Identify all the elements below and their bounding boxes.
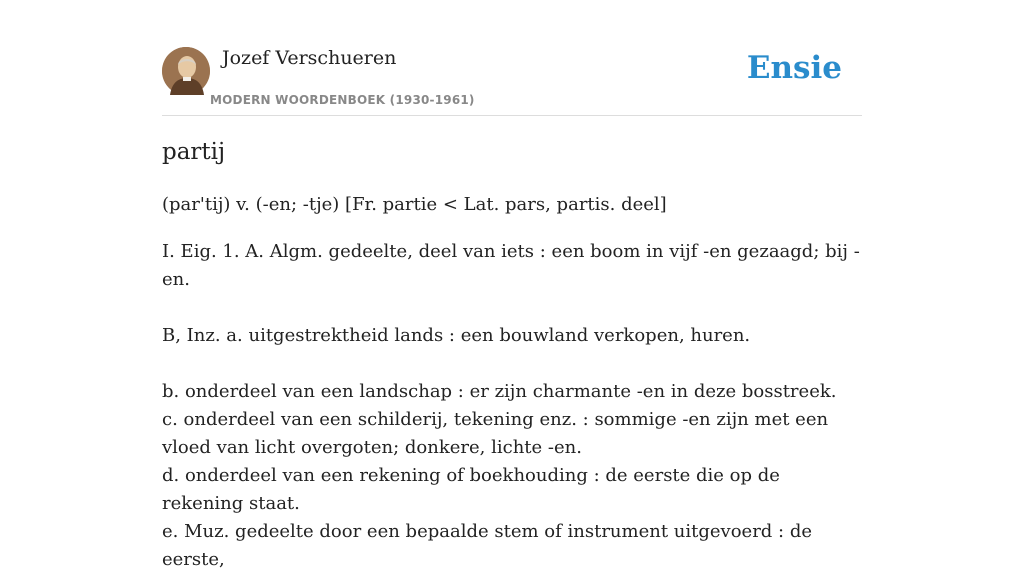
definition-line: d. onderdeel van een rekening of boekhouding : de eerste die op de rekening staat. xyxy=(162,465,780,514)
definition-line: b. onderdeel van een landschap : er zijn charmante -en in deze bosstreek. xyxy=(162,381,837,402)
paragraph-gap xyxy=(162,294,862,322)
dictionary-name[interactable]: MODERN WOORDENBOEK (1930-1961) xyxy=(210,93,475,107)
definition-line: B, Inz. a. uitgestrektheid lands : een bouwland verkopen, huren. xyxy=(162,325,751,346)
entry-header xyxy=(162,46,862,116)
paragraph-gap xyxy=(162,350,862,378)
site-logo[interactable]: Ensie xyxy=(746,50,842,86)
definition-line: I. Eig. 1. A. Algm. gedeelte, deel van iets : een boom in vijf -en gezaagd; bij -en. xyxy=(162,241,860,290)
definition-line: c. onderdeel van een schilderij, tekening enz. : sommige -en zijn met een vloed van licht overgoten; donkere, lichte -en. xyxy=(162,409,829,458)
author-avatar[interactable] xyxy=(162,47,210,95)
author-portrait-icon xyxy=(162,47,210,95)
etymology-line: (par'tij) v. (-en; -tje) [Fr. partie < Lat. pars, partis. deel] xyxy=(162,194,667,215)
definition-body xyxy=(162,238,862,574)
definition-line: e. Muz. gedeelte door een bepaalde stem of instrument uitgevoerd : de eerste, xyxy=(162,521,813,570)
header-divider xyxy=(162,115,862,116)
author-name[interactable]: Jozef Verschueren xyxy=(222,47,397,69)
headword: partij xyxy=(162,139,226,165)
